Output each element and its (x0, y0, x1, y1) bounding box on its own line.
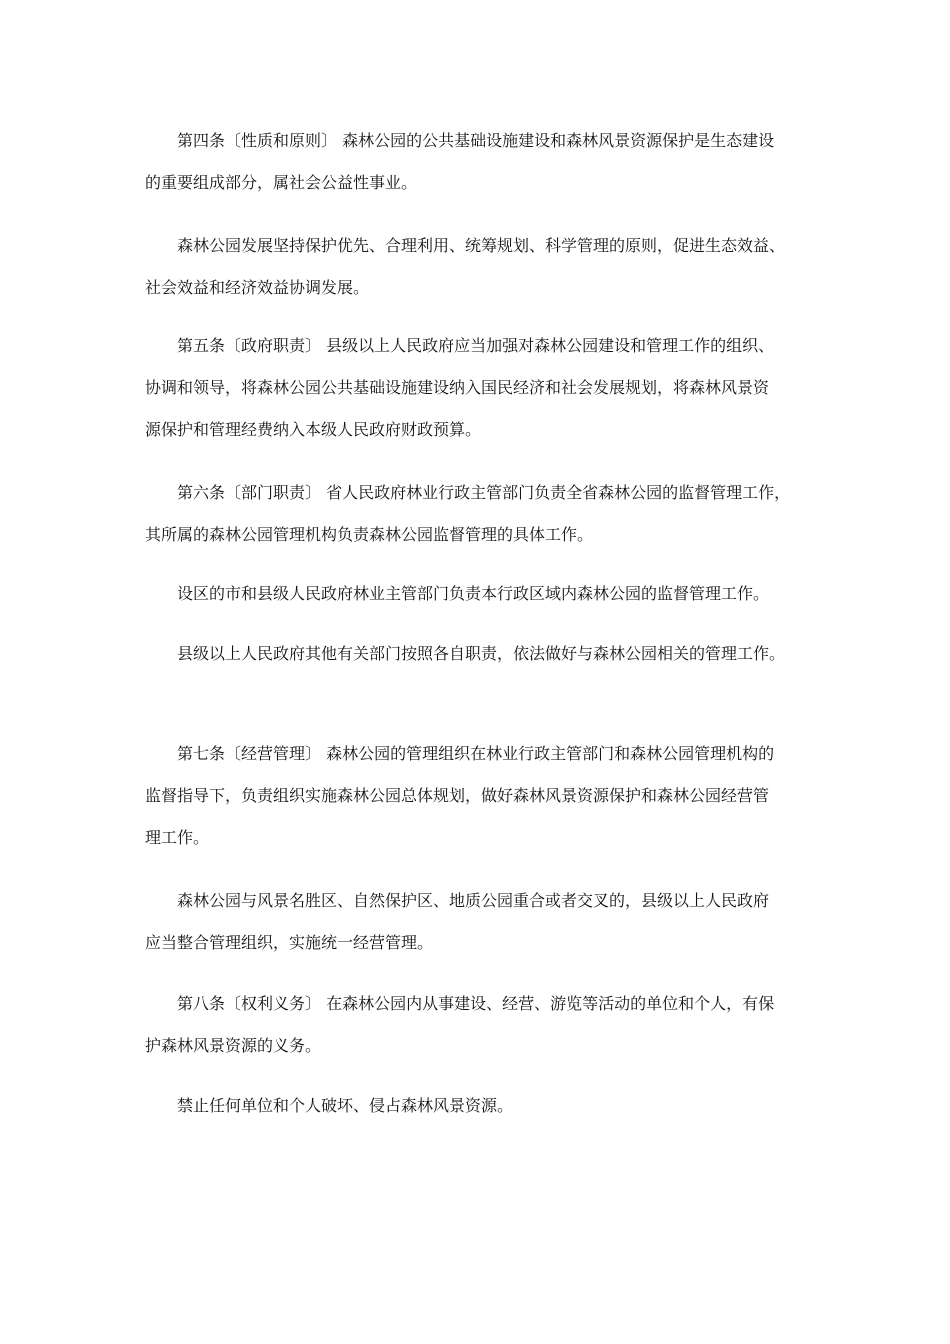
text-line: 第八条〔权利义务〕 在森林公园内从事建设、经营、游览等活动的单位和个人，有保 (177, 994, 775, 1013)
text-line: 理工作。 (145, 828, 210, 847)
text-line: 监督指导下，负责组织实施森林公园总体规划，做好森林风景资源保护和森林公园经营管 (145, 786, 770, 805)
article-7-paragraph (145, 733, 825, 859)
text-line: 协调和领导，将森林公园公共基础设施建设纳入国民经济和社会发展规划，将森林风景资 (145, 378, 770, 397)
article-8-prohibition-paragraph (145, 1085, 825, 1127)
article-6-city-paragraph (145, 573, 825, 615)
article-8-paragraph (145, 983, 825, 1067)
text-line: 护森林风景资源的义务。 (145, 1036, 322, 1055)
article-7-overlap-paragraph (145, 880, 825, 964)
text-line: 县级以上人民政府其他有关部门按照各自职责，依法做好与森林公园相关的管理工作。 (177, 644, 786, 663)
text-line: 森林公园与风景名胜区、自然保护区、地质公园重合或者交叉的，县级以上人民政府 (177, 891, 770, 910)
article-6-other-departments-paragraph (145, 633, 825, 675)
text-line: 应当整合管理组织，实施统一经营管理。 (145, 933, 434, 952)
text-line: 设区的市和县级人民政府林业主管部门负责本行政区域内森林公园的监督管理工作。 (177, 584, 770, 603)
article-4-principles-paragraph (145, 225, 825, 309)
text-line: 森林公园发展坚持保护优先、合理利用、统筹规划、科学管理的原则，促进生态效益、 (177, 236, 786, 255)
article-5-paragraph (145, 325, 825, 451)
article-4-paragraph (145, 120, 825, 204)
text-line: 第六条〔部门职责〕 省人民政府林业行政主管部门负责全省森林公园的监督管理工作， (177, 483, 791, 502)
text-line: 源保护和管理经费纳入本级人民政府财政预算。 (145, 420, 482, 439)
text-line: 第五条〔政府职责〕 县级以上人民政府应当加强对森林公园建设和管理工作的组织、 (177, 336, 775, 355)
text-line: 的重要组成部分，属社会公益性事业。 (145, 173, 418, 192)
text-line: 第七条〔经营管理〕 森林公园的管理组织在林业行政主管部门和森林公园管理机构的 (177, 744, 775, 763)
text-line: 社会效益和经济效益协调发展。 (145, 278, 370, 297)
text-line: 第四条〔性质和原则〕 森林公园的公共基础设施建设和森林风景资源保护是生态建设 (177, 131, 775, 150)
text-line: 禁止任何单位和个人破坏、侵占森林风景资源。 (177, 1096, 514, 1115)
text-line: 其所属的森林公园管理机构负责森林公园监督管理的具体工作。 (145, 525, 594, 544)
article-6-paragraph (145, 472, 825, 556)
